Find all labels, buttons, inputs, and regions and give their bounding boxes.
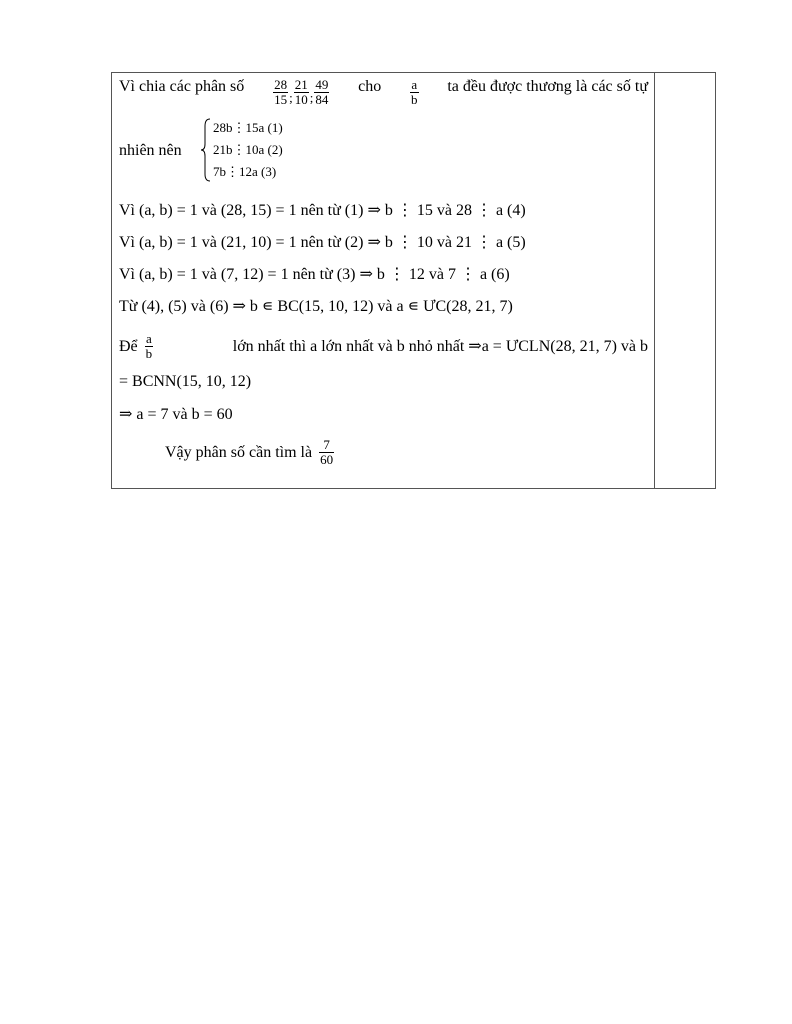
column-divider — [654, 72, 655, 489]
line-intro — [119, 78, 648, 107]
fraction-answer: $\frac{7}{60}$ — [320, 437, 334, 467]
de-lead: Để — [119, 337, 138, 355]
line-combine: Từ (4), (5) và (6) ⇒ b ∊ BC(15, 10, 12) và a ∊ ƯC(28, 21, 7) — [119, 298, 513, 315]
fraction-1: $\frac{28}{15}$ — [274, 77, 288, 107]
de-tail: lớn nhất thì a lớn nhất và b nhỏ nhất ⇒a = ƯCLN(28, 21, 7) và b — [232, 337, 648, 355]
intro-lead: Vì chia các phân số — [119, 78, 245, 95]
fraction-2: $\frac{21}{10}$ — [294, 77, 308, 107]
system-eq-3: 7b⋮12a (3) — [213, 164, 277, 179]
fraction-a-b: $\frac{a}{b}$ — [411, 77, 418, 107]
line-case-3: Vì (a, b) = 1 và (7, 12) = 1 nên từ (3) ⇒ b ⋮ 12 và 7 ⋮ a (6) — [119, 266, 510, 283]
intro-tail: ta đều được thương là các số tự — [447, 78, 648, 95]
brace-icon — [201, 118, 211, 182]
cho-word: cho — [358, 78, 382, 95]
line-bcnn: = BCNN(15, 10, 12) — [119, 373, 252, 390]
system-eq-2: 21b⋮10a (2) — [213, 142, 283, 157]
fractions-list: $\frac{28}{15}$ $_;$ $\frac{21}{10}$ $_;$ $\frac{49}{84}$ — [274, 77, 329, 107]
conclusion-lead: Vậy phân số cần tìm là — [165, 443, 313, 461]
line-result: ⇒ a = 7 và b = 60 — [119, 406, 233, 423]
fraction-3: $\frac{49}{84}$ — [315, 77, 329, 107]
line-de — [119, 332, 648, 361]
line-nhien-nen: nhiên nên — [119, 142, 182, 159]
fraction-a-b-2: $\frac{a}{b}$ — [145, 331, 153, 361]
system-eq-1: 28b⋮15a (1) — [213, 120, 283, 135]
line-case-2: Vì (a, b) = 1 và (21, 10) = 1 nên từ (2) ⇒ b ⋮ 10 và 21 ⋮ a (5) — [119, 234, 526, 251]
line-conclusion — [165, 438, 335, 467]
line-case-1: Vì (a, b) = 1 và (28, 15) = 1 nên từ (1) ⇒ b ⋮ 15 và 28 ⋮ a (4) — [119, 202, 526, 219]
